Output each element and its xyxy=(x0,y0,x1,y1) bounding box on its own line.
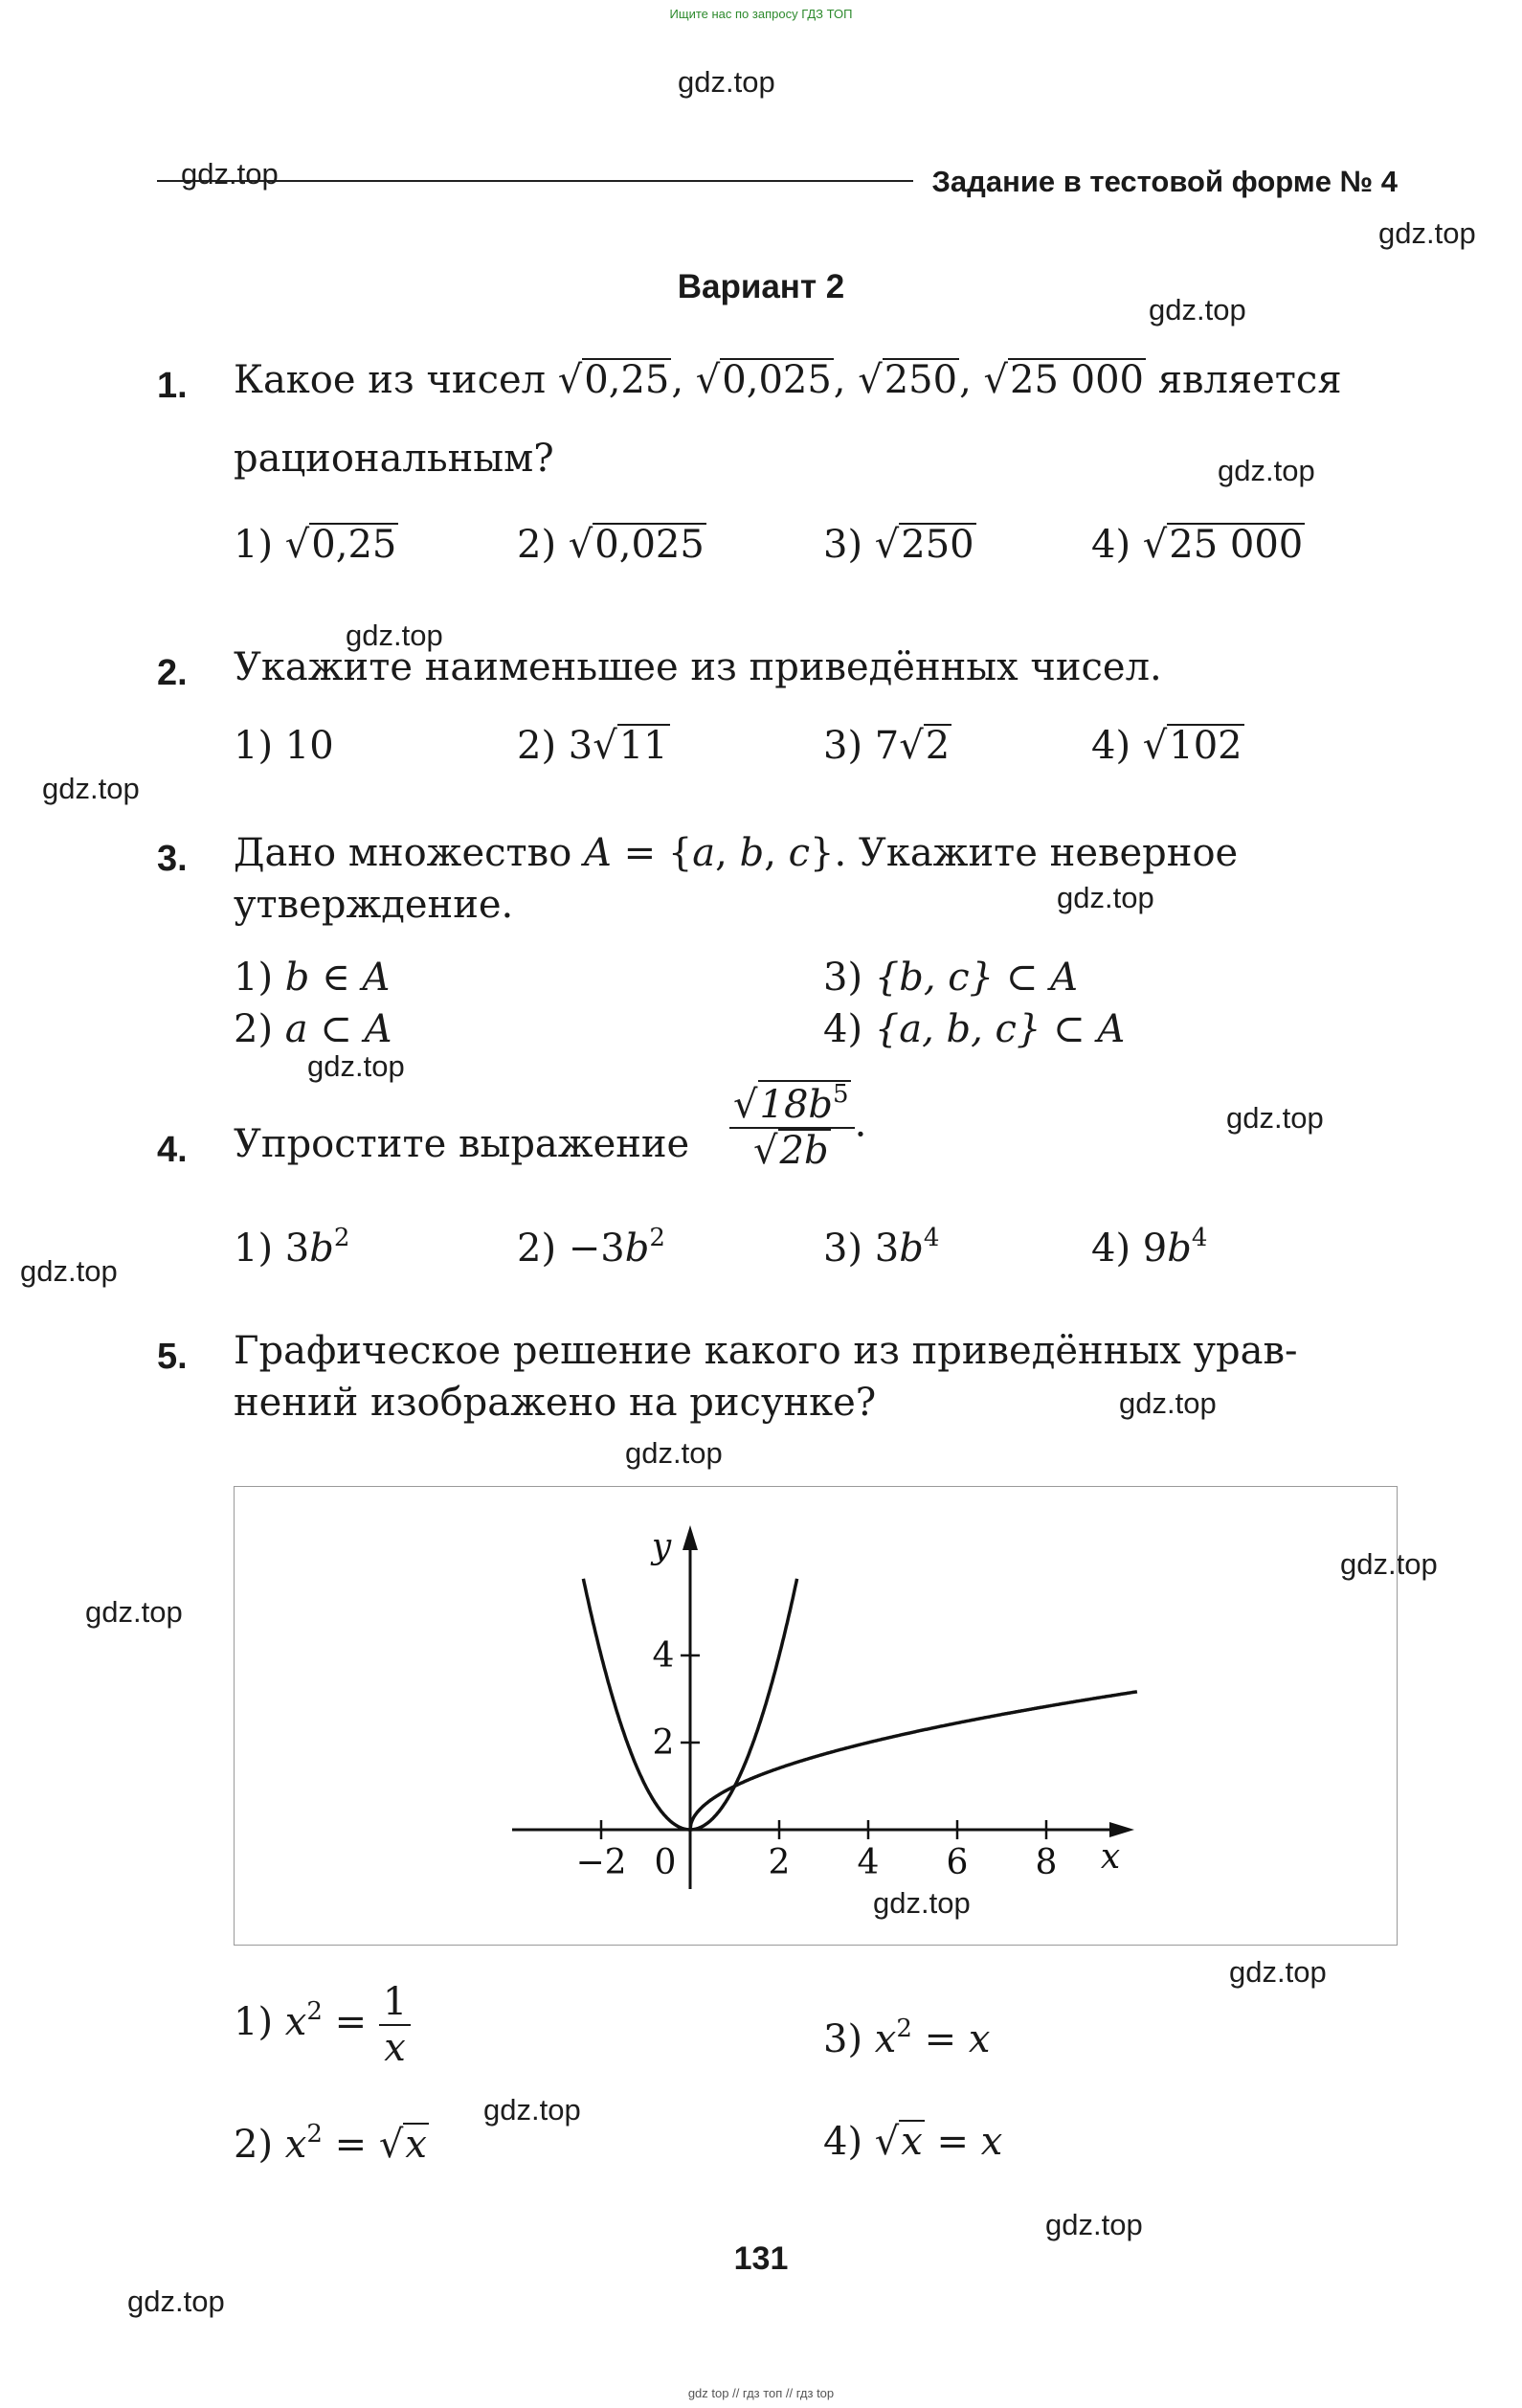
watermark: gdz.top xyxy=(20,1254,118,1288)
q3-text-line1: Дано множество A = {a, b, c}. Укажите неверное xyxy=(234,831,1239,875)
q5-option-2: 2) $x^2 = √x$ xyxy=(234,2120,427,2167)
q1-number: 1. xyxy=(157,366,188,406)
watermark: gdz.top xyxy=(127,2284,225,2318)
x-tick-label: 8 xyxy=(1035,1843,1058,1882)
x-tick-label: 6 xyxy=(946,1843,969,1882)
watermark: gdz.top xyxy=(346,619,443,652)
q2-option-1: 1) 10 xyxy=(234,724,334,768)
watermark: gdz.top xyxy=(307,1049,405,1083)
q5-option-3: 3) $x^2 = x$ xyxy=(823,2014,991,2061)
q1-option-4: 4) √25 000 xyxy=(1091,523,1304,567)
variant-title: Вариант 2 xyxy=(677,268,845,305)
watermark: gdz.top xyxy=(678,65,775,99)
x-axis-label: x xyxy=(1100,1837,1121,1877)
q5-option-4: 4) √x = x xyxy=(823,2120,1003,2164)
q3-option-4: 4) {a, b, c} ⊂ A xyxy=(823,1007,1126,1051)
y-tick-label: 4 xyxy=(652,1636,675,1676)
graph-figure xyxy=(234,1486,1398,1946)
q4-fraction: $\frac{√18b^5}{√2b}$ . xyxy=(729,1080,866,1173)
q5-text-line1: Графическое решение какого из приведённых урав- xyxy=(234,1329,1298,1373)
y-axis-label: y xyxy=(651,1527,672,1566)
watermark: gdz.top xyxy=(1045,2208,1143,2241)
y-tick-label: 2 xyxy=(652,1723,675,1763)
x-tick-label: 2 xyxy=(768,1843,791,1882)
x-tick-label: −2 xyxy=(575,1843,627,1882)
bottom-note: gdz top // гдз топ // гдз top xyxy=(687,2386,835,2400)
q1-option-2: 2) √0,025 xyxy=(517,523,705,567)
q2-option-3: 3) 7√2 xyxy=(823,724,951,768)
y-axis-arrow xyxy=(683,1525,698,1550)
q4-number: 4. xyxy=(157,1130,188,1170)
q3-option-3: 3) {b, c} ⊂ A xyxy=(823,956,1078,1000)
q3-number: 3. xyxy=(157,839,188,879)
q1-option-1: 1) √0,25 xyxy=(234,523,397,567)
q3-text-line2: утверждение. xyxy=(234,883,514,927)
q2-option-2: 2) 3√11 xyxy=(517,724,668,768)
watermark: gdz.top xyxy=(1340,1547,1438,1581)
watermark: gdz.top xyxy=(1218,454,1315,487)
watermark: gdz.top xyxy=(1226,1101,1324,1135)
graph-svg xyxy=(235,1487,1397,1945)
watermark: gdz.top xyxy=(1149,293,1246,326)
watermark: gdz.top xyxy=(1378,216,1476,250)
watermark: gdz.top xyxy=(1057,881,1154,914)
q4-text: Упростите выражение xyxy=(234,1122,690,1166)
watermark: gdz.top xyxy=(1229,1955,1327,1989)
q1-option-3: 3) √250 xyxy=(823,523,974,567)
watermark: gdz.top xyxy=(1119,1386,1217,1420)
watermark: gdz.top xyxy=(85,1595,183,1629)
q2-option-4: 4) √102 xyxy=(1091,724,1242,768)
q2-number: 2. xyxy=(157,653,188,693)
watermark: gdz.top xyxy=(181,157,279,191)
q5-text-line2: нений изображено на рисунке? xyxy=(234,1381,877,1425)
watermark: gdz.top xyxy=(483,2093,581,2127)
q5-number: 5. xyxy=(157,1337,188,1377)
x-tick-label: 0 xyxy=(654,1843,677,1882)
x-axis-arrow xyxy=(1109,1822,1134,1837)
header-title: Задание в тестовой форме № 4 xyxy=(931,165,1398,198)
q1-text-line1: Какое из чисел √0,25, √0,025, √250, √25 000 является xyxy=(234,358,1342,402)
q4-option-4: 4) $9b^4$ xyxy=(1091,1224,1208,1271)
top-note: Ищите нас по запросу ГДЗ ТОП xyxy=(669,7,853,21)
q4-option-3: 3) $3b^4$ xyxy=(823,1224,940,1271)
watermark: gdz.top xyxy=(873,1886,971,1920)
q3-option-2: 2) a ⊂ A xyxy=(234,1007,392,1051)
q4-option-1: 1) $3b^2$ xyxy=(234,1224,350,1271)
watermark: gdz.top xyxy=(42,772,140,805)
q3-option-1: 1) b ∈ A xyxy=(234,956,391,1000)
watermark: gdz.top xyxy=(625,1436,723,1470)
page-number: 131 xyxy=(733,2240,789,2277)
q5-option-1: 1) $x^2$ = $\frac{1}{x}$ xyxy=(234,1980,411,2070)
q2-text: Укажите наименьшее из приведённых чисел. xyxy=(234,645,1162,689)
x-tick-label: 4 xyxy=(857,1843,880,1882)
q1-text-line2: рациональным? xyxy=(234,437,554,481)
curve-sqrt xyxy=(690,1692,1137,1830)
q4-option-2: $2) -3b^2$ xyxy=(517,1224,665,1271)
